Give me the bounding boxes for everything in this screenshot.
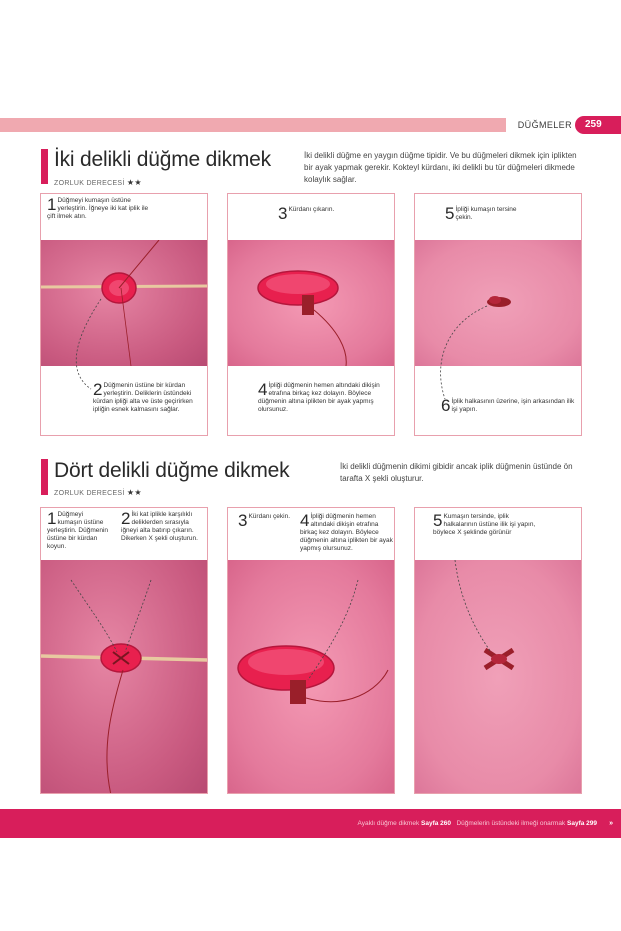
step-number: 5 <box>445 204 455 223</box>
difficulty-label: ZORLUK DERECESİ <box>54 490 125 497</box>
step-number: 2 <box>93 380 103 399</box>
callout-line <box>41 194 208 436</box>
difficulty-stars: ★★ <box>126 178 142 187</box>
step-text: Kumaşın tersinde, iplik halkalarının üstüne ilik işi yapın, böylece X şeklinde görünür <box>433 513 536 536</box>
step-text: Düğmeyi kumaşın üstüne yerleştirin. İğneye iki kat iplik ile çift ilmek atın. <box>47 197 149 220</box>
step-panel-5 <box>227 507 395 794</box>
footer-bar <box>0 809 621 838</box>
section-intro: İki delikli düğme en yaygın düğme tipidir. Ve bu düğmeleri dikmek için iplikten bir ayak yapmak gerekir. Kokteyl kürdanı, iki delikli bu tür düğmeleri dikmede kolaylık sağlar. <box>304 151 577 184</box>
callout-line <box>415 194 582 436</box>
four-hole-button-toothpick-illustration <box>41 560 208 794</box>
step-number: 3 <box>278 204 288 223</box>
step-text: İplik halkasının üzerine, işin arkasından ilik işi yapın. <box>451 398 575 413</box>
footer-cross-references <box>358 809 597 838</box>
step-caption <box>121 511 207 543</box>
button-shank-illustration <box>228 240 395 366</box>
step-photo <box>41 560 207 794</box>
step-photo <box>415 560 581 794</box>
footer-ref-page[interactable]: Sayfa 260 <box>421 820 452 827</box>
step-caption <box>258 382 392 414</box>
step-number: 4 <box>258 380 268 399</box>
footer-ref-text: Ayaklı düğme dikmek <box>357 820 420 827</box>
step-text: İpliği kumaşın tersine çekin. <box>455 206 517 221</box>
step-number: 4 <box>300 511 310 530</box>
step-photo <box>228 560 394 794</box>
x-stitch-back-illustration <box>415 560 582 794</box>
difficulty-label: ZORLUK DERECESİ <box>54 180 125 187</box>
difficulty-rating <box>54 178 142 187</box>
page-number: 259 <box>575 116 621 134</box>
step-caption <box>433 513 543 537</box>
step-photo <box>228 240 394 366</box>
step-text: Kürdanı çekin. <box>248 513 291 520</box>
step-caption <box>300 513 394 553</box>
step-text: İki kat iplikle karşılıklı deliklerden sırasıyla iğneyi alta batırıp çıkarın. Dikerken X şekli oluşturun. <box>121 511 198 542</box>
four-hole-button-shank-illustration <box>228 560 395 794</box>
step-number: 6 <box>441 396 451 415</box>
footer-ref-text: Düğmelerin üstündeki ilmeği onarmak <box>456 820 566 827</box>
next-page-arrow-icon[interactable]: » <box>609 820 613 827</box>
section-title: Dört delikli düğme dikmek <box>54 459 290 482</box>
step-number: 5 <box>433 511 443 530</box>
footer-ref-page[interactable]: Sayfa 299 <box>567 820 597 827</box>
step-panel-2 <box>227 193 395 436</box>
step-text: İpliği düğmenin hemen altındaki dikişin etrafına birkaç kez dolayın. Böylece düğmenin altına iplikten bir ayak yapmış olursunuz. <box>258 382 380 413</box>
step-text: İpliği düğmenin hemen altındaki dikişin etrafına birkaç kez dolayın. Böylece düğmenin altına iplikten bir ayak yapmış olursunuz. <box>300 513 393 552</box>
step-panel-6 <box>414 507 582 794</box>
step-caption <box>47 511 109 551</box>
step-text: Kürdanı çıkarın. <box>288 206 335 213</box>
header-section-title: DÜĞMELER <box>517 120 572 130</box>
section-intro: İki delikli düğmenin dikimi gibidir ancak iplik düğmenin üstünde ön tarafta X şekli oluşturur. <box>340 462 573 483</box>
step-number: 1 <box>47 195 57 214</box>
section-accent-bar <box>41 459 48 495</box>
step-caption <box>238 513 298 528</box>
step-caption <box>278 206 338 221</box>
step-number: 3 <box>238 511 248 530</box>
difficulty-rating <box>54 488 142 497</box>
step-text: Düğmeyi kumaşın üstüne yerleştirin. Düğmenin üstüne bir kürdan koyun. <box>47 511 109 550</box>
difficulty-stars: ★★ <box>126 488 142 497</box>
step-number: 2 <box>121 509 131 528</box>
step-panel-4 <box>40 507 208 794</box>
step-panel-1 <box>40 193 208 436</box>
section-title: İki delikli düğme dikmek <box>54 148 271 171</box>
step-panel-3 <box>414 193 582 436</box>
section-accent-bar <box>41 149 48 184</box>
step-number: 1 <box>47 509 57 528</box>
step-text: Düğmenin üstüne bir kürdan yerleştirin. Deliklerin üstündeki kürdan ipliği alta ve üste geçirirken ipliğin esnek kalmasını sağlar. <box>93 382 193 413</box>
